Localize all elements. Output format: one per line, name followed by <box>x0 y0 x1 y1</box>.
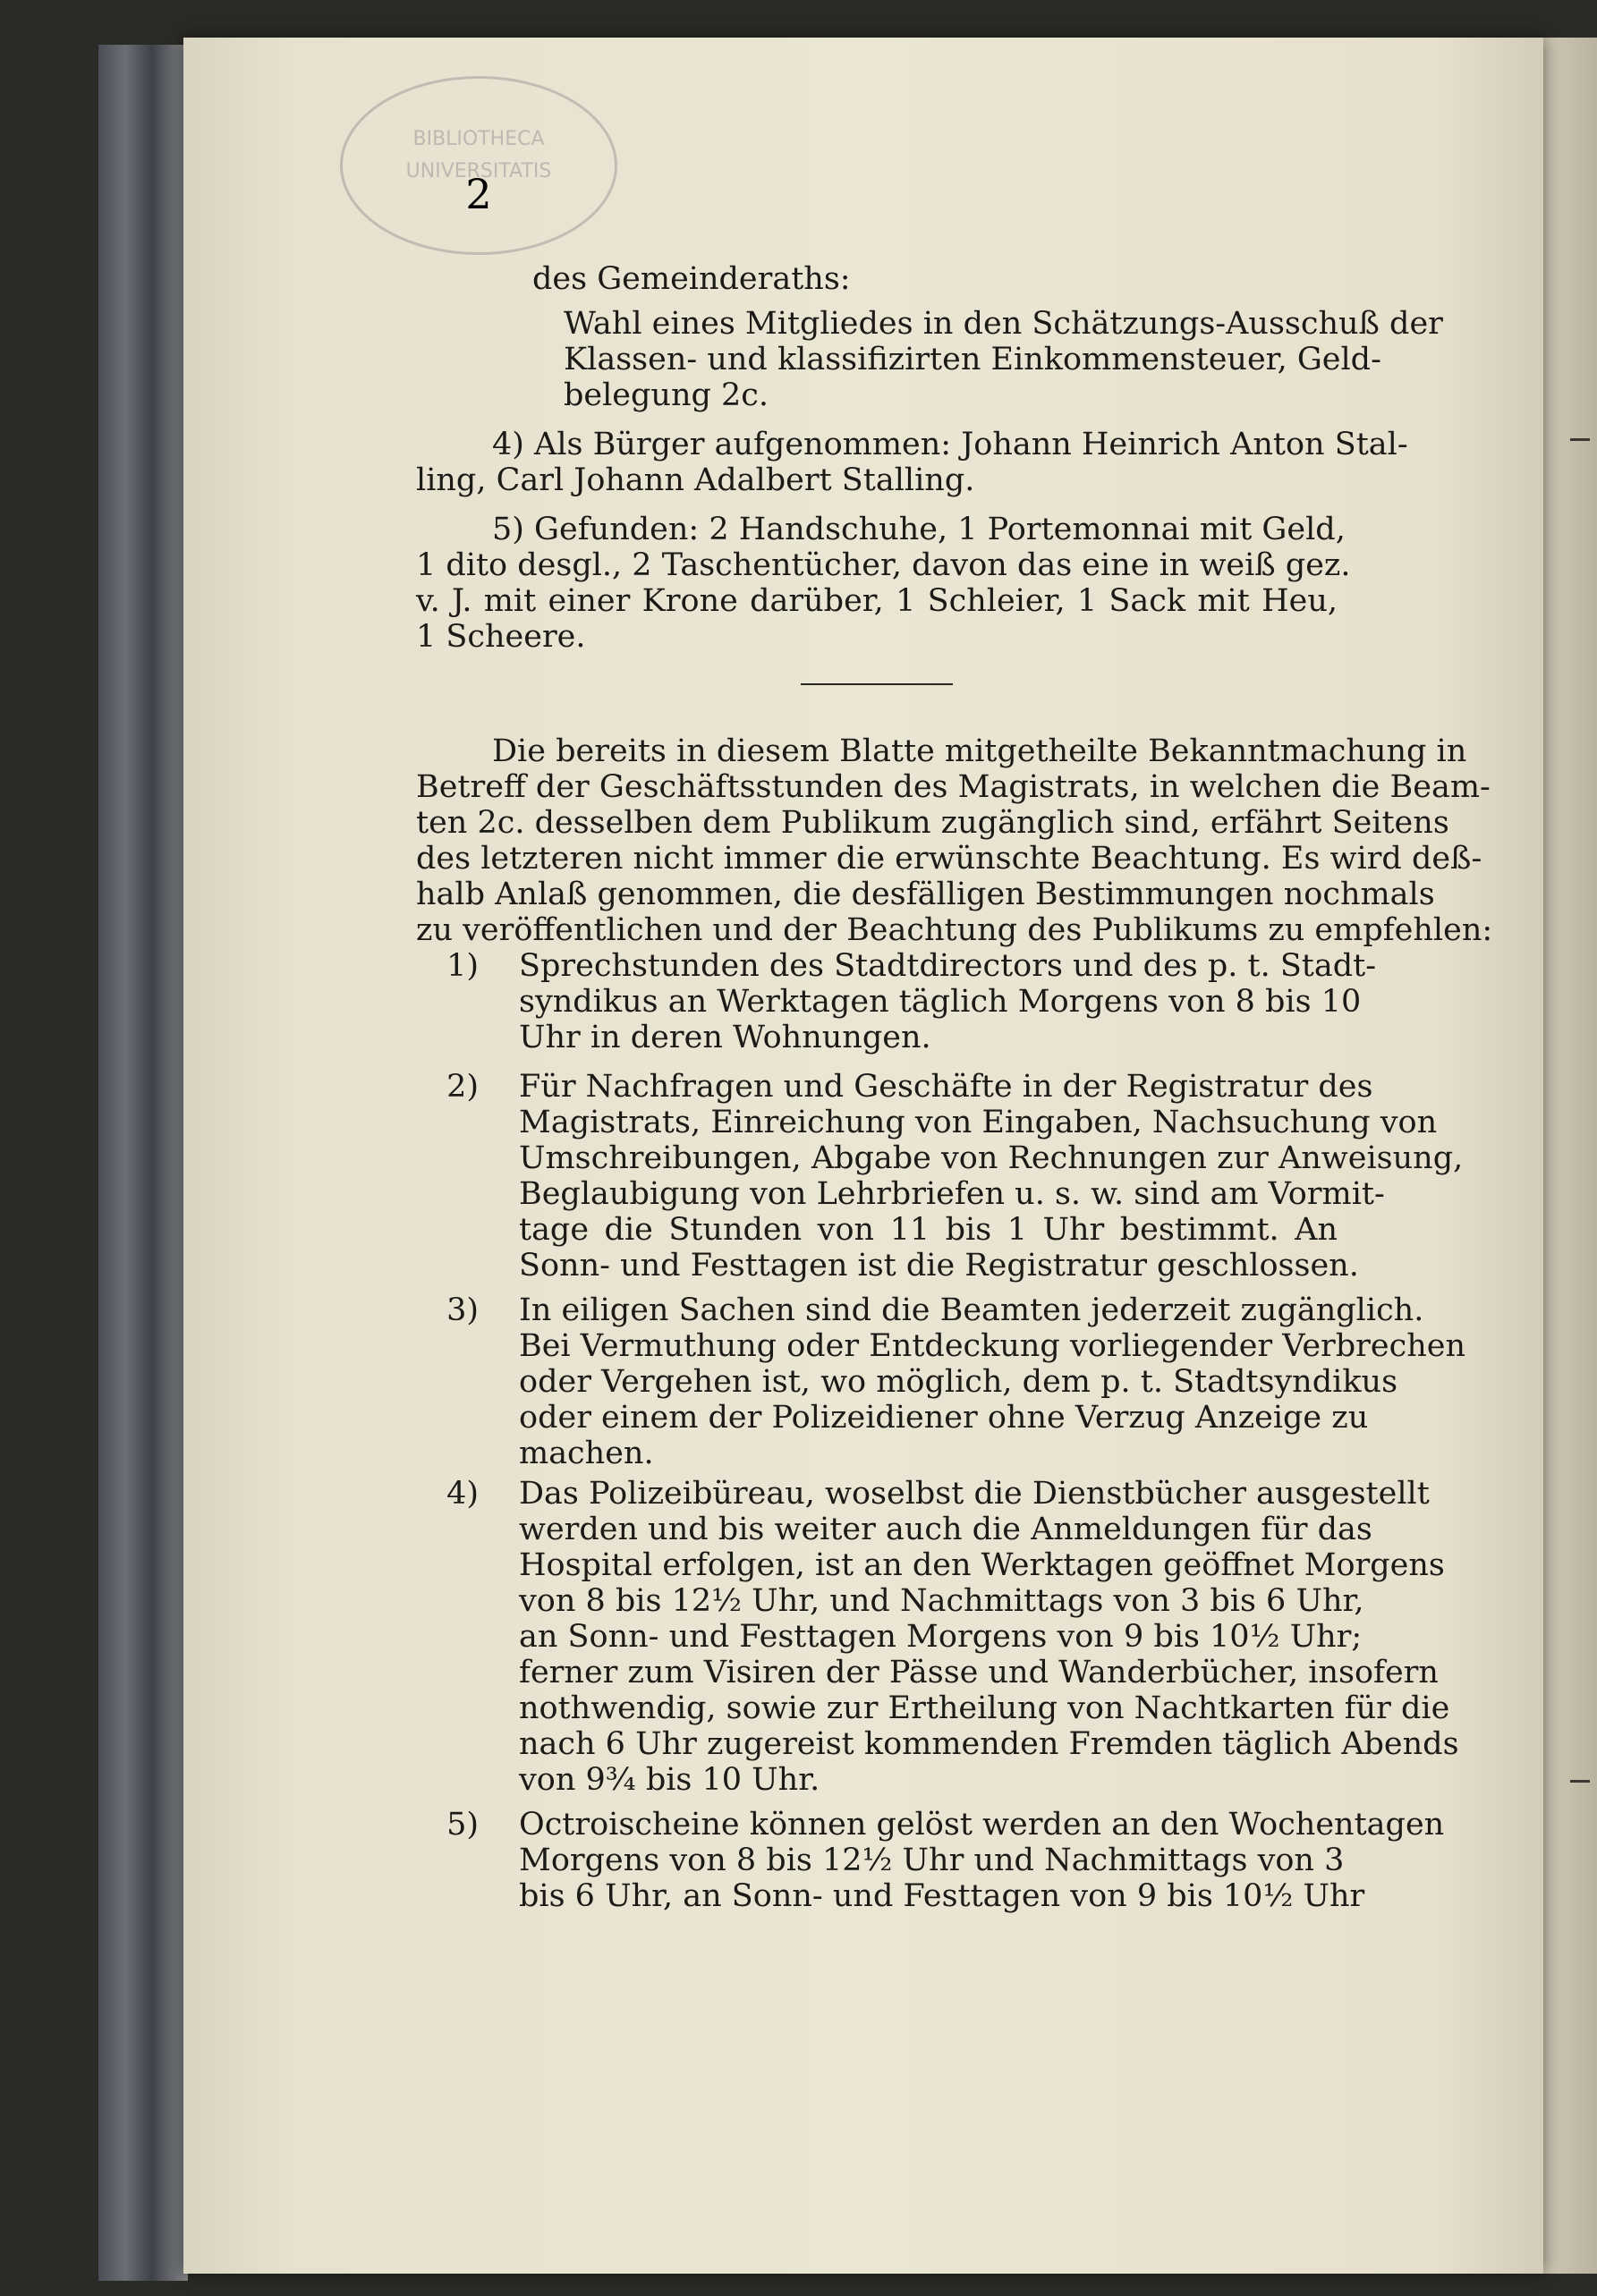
text-line: machen. <box>519 1436 654 1471</box>
text-line: Morgens von 8 bis 12½ Uhr und Nachmittags von 3 <box>519 1843 1345 1878</box>
next-page-edge <box>1543 38 1597 2274</box>
text-line: von 8 bis 12½ Uhr, und Nachmittags von 3 bis 6 Uhr, <box>519 1583 1364 1619</box>
text-line: des Gemeinderaths: <box>532 261 851 297</box>
text-line: ling, Carl Johann Adalbert Stalling. <box>416 462 975 498</box>
text-line: von 9¾ bis 10 Uhr. <box>519 1762 820 1798</box>
text-line: 5) Gefunden: 2 Handschuhe, 1 Portemonnai mit Geld, <box>492 512 1346 547</box>
text-line: belegung 2c. <box>564 377 769 413</box>
text-line: 4) Als Bürger aufgenommen: Johann Heinrich Anton Stal- <box>492 427 1408 462</box>
item-number: 2) <box>446 1069 479 1105</box>
text-line: syndikus an Werktagen täglich Morgens von 8 bis 10 <box>519 984 1362 1020</box>
text-line: Magistrats, Einreichung von Eingaben, Nachsuchung von <box>519 1105 1438 1140</box>
text-line: Bei Vermuthung oder Entdeckung vorliegender Verbrechen <box>519 1328 1466 1364</box>
section-separator <box>801 683 953 685</box>
text-line: oder einem der Polizeidiener ohne Verzug Anzeige zu <box>519 1400 1369 1436</box>
item-number: 3) <box>446 1292 479 1328</box>
text-line: v. J. mit einer Krone darüber, 1 Schleier, 1 Sack mit Heu, <box>416 583 1338 619</box>
text-line: ten 2c. desselben dem Publikum zugänglich sind, erfährt Seitens <box>416 805 1449 841</box>
text-line: Wahl eines Mitgliedes in den Schätzungs-Ausschuß der <box>564 306 1443 342</box>
text-line: zu veröffentlichen und der Beachtung des Publikums zu empfehlen: <box>416 912 1493 948</box>
text-line: nothwendig, sowie zur Ertheilung von Nachtkarten für die <box>519 1690 1450 1726</box>
text-line: Betreff der Geschäftsstunden des Magistrats, in welchen die Beam- <box>416 769 1491 805</box>
text-line: Die bereits in diesem Blatte mitgetheilte Bekanntmachung in <box>492 733 1467 769</box>
text-line: In eiligen Sachen sind die Beamten jederzeit zugänglich. <box>519 1292 1424 1328</box>
item-number: 1) <box>446 948 479 984</box>
stamp-line-2: UNIVERSITATIS <box>405 160 552 182</box>
book-spine <box>98 45 188 2281</box>
text-line: oder Vergehen ist, wo möglich, dem p. t. Stadtsyndikus <box>519 1364 1398 1400</box>
stamp-line-1: BIBLIOTHECA <box>412 128 545 150</box>
text-line: des letzteren nicht immer die erwünschte Beachtung. Es wird deß- <box>416 841 1482 877</box>
text-line: 1 dito desgl., 2 Taschentücher, davon das eine in weiß gez. <box>416 547 1351 583</box>
text-line: halb Anlaß genommen, die desfälligen Bestimmungen nochmals <box>416 877 1435 912</box>
text-line: 1 Scheere. <box>416 619 586 655</box>
text-line: Uhr in deren Wohnungen. <box>519 1020 931 1055</box>
item-number: 4) <box>446 1476 479 1512</box>
text-line: werden und bis weiter auch die Anmeldungen für das <box>519 1512 1372 1547</box>
text-line: Sprechstunden des Stadtdirectors und des p. t. Stadt- <box>519 948 1377 984</box>
text-line: Klassen- und klassifizirten Einkommensteuer, Geld- <box>564 342 1381 377</box>
page-number: 2 <box>465 170 492 218</box>
text-line: Für Nachfragen und Geschäfte in der Registratur des <box>519 1069 1373 1105</box>
text-line: Octroischeine können gelöst werden an den Wochentagen <box>519 1807 1445 1843</box>
text-line: ferner zum Visiren der Pässe und Wanderbücher, insofern <box>519 1655 1439 1690</box>
text-line: bis 6 Uhr, an Sonn- und Festtagen von 9 bis 10½ Uhr <box>519 1878 1365 1914</box>
text-line: Umschreibungen, Abgabe von Rechnungen zur Anweisung, <box>519 1140 1464 1176</box>
text-line: Sonn- und Festtagen ist die Registratur geschlossen. <box>519 1248 1359 1284</box>
text-line: Hospital erfolgen, ist an den Werktagen geöffnet Morgens <box>519 1547 1445 1583</box>
text-line: Beglaubigung von Lehrbriefen u. s. w. sind am Vormit- <box>519 1176 1385 1212</box>
item-number: 5) <box>446 1807 479 1843</box>
text-line: an Sonn- und Festtagen Morgens von 9 bis 10½ Uhr; <box>519 1619 1363 1655</box>
text-line: nach 6 Uhr zugereist kommenden Fremden täglich Abends <box>519 1726 1459 1762</box>
text-line: Das Polizeibüreau, woselbst die Dienstbücher ausgestellt <box>519 1476 1430 1512</box>
margin-tick <box>1570 438 1590 441</box>
text-line: tage die Stunden von 11 bis 1 Uhr bestimmt. An <box>519 1212 1338 1248</box>
library-stamp <box>340 76 617 255</box>
margin-tick <box>1570 1780 1590 1783</box>
